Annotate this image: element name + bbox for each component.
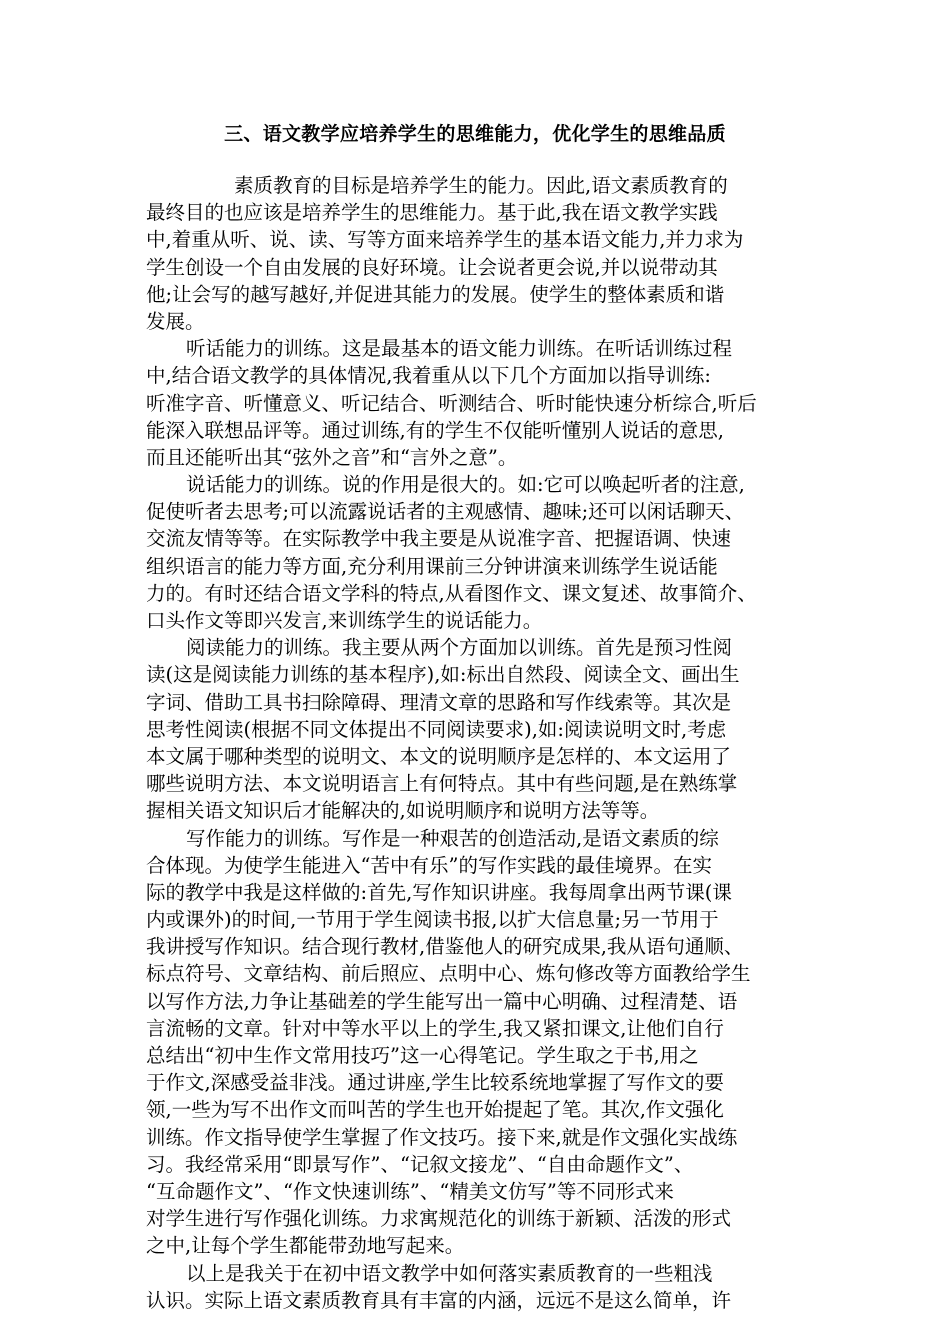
text-line: 阅读能力的训练。我主要从两个方面加以训练。首先是预习性阅	[186, 636, 733, 660]
paragraph-reading	[146, 634, 826, 824]
text-line: 握相关语文知识后才能解决的,如说明顺序和说明方法等等。	[146, 799, 660, 823]
text-line: 听准字音、听懂意义、听记结合、听测结合、听时能快速分析综合,听后	[146, 391, 757, 415]
text-line: 组织语言的能力等方面,充分利用课前三分钟讲演来训练学生说话能	[146, 554, 718, 578]
text-line: 素质教育的目标是培养学生的能力。因此,语文素质教育的	[234, 174, 728, 197]
paragraph-writing	[146, 825, 826, 1260]
text-line: 言流畅的文章。针对中等水平以上的学生,我又紧扣课文,让他们自行	[146, 1016, 724, 1040]
text-line: 力的。有时还结合语文学科的特点,从看图作文、课文复述、故事简介、	[146, 581, 757, 605]
text-line: 交流友情等等。在实际教学中我主要是从说准字音、把握语调、快速	[146, 527, 732, 551]
text-line: 内或课外)的时间,一节用于学生阅读书报,以扩大信息量;另一节用于	[146, 908, 719, 932]
text-line: 以上是我关于在初中语文教学中如何落实素质教育的一些粗浅	[186, 1261, 713, 1285]
text-line: 训练。作文指导使学生掌握了作文技巧。接下来,就是作文强化实战练	[146, 1125, 738, 1149]
text-line: “互命题作文”、“作文快速训练”、“精美文仿写”等不同形式来	[146, 1179, 674, 1203]
text-line: 于作文,深感受益非浅。通过讲座,学生比较系统地掌握了写作文的要	[146, 1071, 724, 1095]
text-line: 认识。实际上语文素质教育具有丰富的内涵，远远不是这么简单，许	[146, 1288, 732, 1312]
text-line: 而且还能听出其“弦外之音”和“言外之意”。	[146, 445, 518, 469]
text-line: 哪些说明方法、本文说明语言上有何特点。其中有些问题,是在熟练掌	[146, 772, 738, 796]
text-line: 听话能力的训练。这是最基本的语文能力训练。在听话训练过程	[186, 337, 733, 361]
text-line: 说话能力的训练。说的作用是很大的。如:它可以唤起听者的注意,	[186, 473, 745, 497]
text-line: 读(这是阅读能力训练的基本程序),如:标出自然段、阅读全文、画出生	[146, 663, 740, 687]
paragraph-intro	[146, 172, 826, 335]
text-line: 总结出“初中生作文常用技巧”这一心得笔记。学生取之于书,用之	[146, 1044, 699, 1067]
text-line: 合体现。为使学生能进入“苦中有乐”的写作实践的最佳境界。在实	[146, 853, 712, 877]
text-line: 能深入联想品评等。通过训练,有的学生不仅能听懂别人说话的意思,	[146, 418, 724, 442]
text-line: 之中,让每个学生都能带劲地写起来。	[146, 1234, 465, 1258]
text-line: 促使听者去思考;可以流露说话者的主观感情、趣味;还可以闲话聊天、	[146, 500, 745, 524]
text-line: 他;让会写的越写越好,并促进其能力的发展。使学生的整体素质和谐	[146, 282, 725, 306]
text-line: 标点符号、文章结构、前后照应、点明中心、炼句修改等方面教给学生	[146, 962, 751, 986]
text-line: 口头作文等即兴发言,来训练学生的说话能力。	[146, 609, 543, 632]
text-line: 习。我经常采用“即景写作”、“记叙文接龙”、“自由命题作文”、	[146, 1152, 694, 1176]
text-line: 思考性阅读(根据不同文体提出不同阅读要求),如:阅读说明文时,考虑	[146, 717, 727, 741]
section-heading: 三、语文教学应培养学生的思维能力，优化学生的思维品质	[224, 123, 726, 145]
text-line: 字词、借助工具书扫除障碍、理清文章的思路和写作线索等。其次是	[146, 690, 732, 714]
paragraph-conclusion	[146, 1260, 826, 1314]
text-line: 本文属于哪种类型的说明文、本文的说明顺序是怎样的、本文运用了	[146, 744, 732, 768]
text-line: 学生创设一个自由发展的良好环境。让会说者更会说,并以说带动其	[146, 255, 718, 279]
text-line: 中,着重从听、说、读、写等方面来培养学生的基本语文能力,并力求为	[146, 228, 744, 252]
text-line: 最终目的也应该是培养学生的思维能力。基于此,我在语文教学实践	[146, 201, 718, 225]
text-line: 以写作方法,力争让基础差的学生能写出一篇中心明确、过程清楚、语	[146, 989, 738, 1013]
text-line: 我讲授写作知识。结合现行教材,借鉴他人的研究成果,我从语句通顺、	[146, 935, 744, 959]
text-line: 际的教学中我是这样做的:首先,写作知识讲座。我每周拿出两节课(课	[146, 880, 732, 904]
body-text	[146, 172, 826, 1314]
paragraph-listening	[146, 335, 826, 471]
text-line: 写作能力的训练。写作是一种艰苦的创造活动,是语文素质的综	[186, 826, 719, 850]
paragraph-speaking	[146, 471, 826, 634]
text-line: 发展。	[146, 309, 205, 333]
text-line: 对学生进行写作强化训练。力求寓规范化的训练于新颖、活泼的形式	[146, 1207, 732, 1231]
text-line: 领,一些为写不出作文而叫苦的学生也开始提起了笔。其次,作文强化	[146, 1098, 724, 1122]
text-line: 中,结合语文教学的具体情况,我着重从以下几个方面加以指导训练:	[146, 364, 711, 388]
